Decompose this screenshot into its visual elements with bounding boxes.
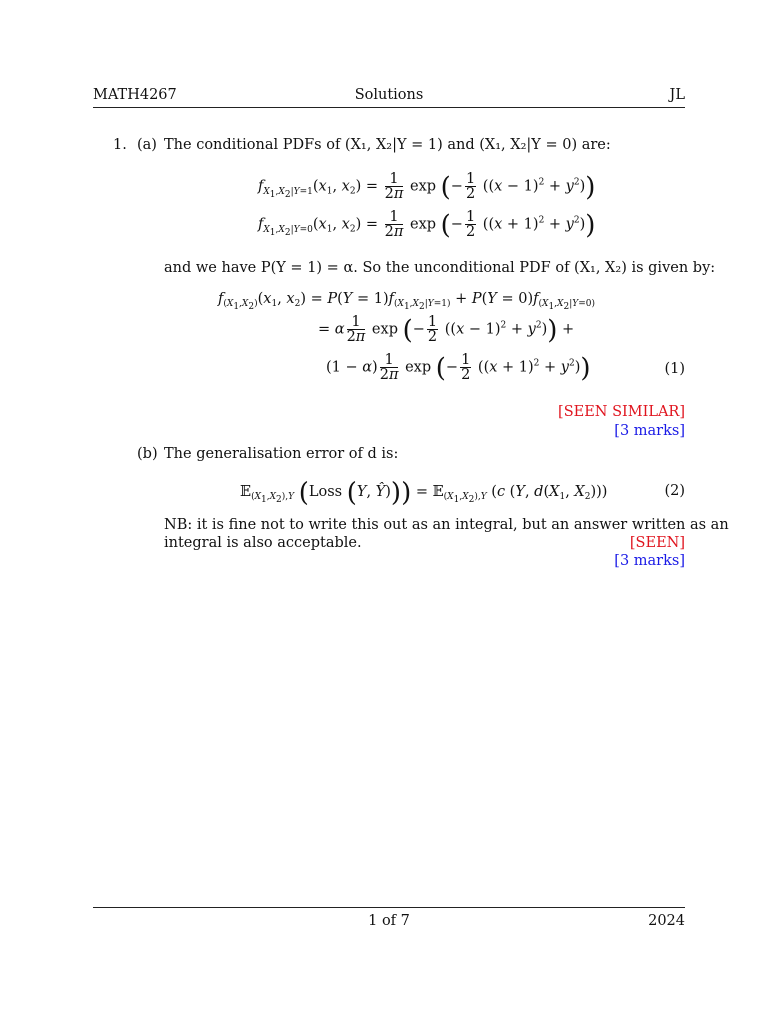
document-title: Solutions: [354, 87, 424, 103]
marks-part-b: [3 marks]: [614, 553, 685, 569]
part-a-intro: The conditional PDFs of (X₁, X₂|Y = 1) and (X₁, X₂|Y = 0) are:: [164, 137, 611, 153]
tag-seen-similar: [SEEN SIMILAR]: [558, 404, 685, 420]
equation-conditional-y0: $f_{X_1,X_2|Y=0}(x_1$, $x_2$) = $\frac{1}{2\pi}$ exp (− $\frac{1}{2}$ $((x + 1)^2 + y^2)$): [258, 209, 596, 241]
equation-number-2: (2): [664, 483, 685, 499]
tag-seen: [SEEN]: [629, 535, 685, 551]
part-b-note-line2: integral is also acceptable.: [164, 535, 362, 551]
equation-conditional-y1: $f_{X_1,X_2|Y=1}(x_1$, $x_2$) = $\frac{1}{2\pi}$ exp (− $\frac{1}{2}$ $((x - 1)^2 + y^2)$): [258, 171, 596, 203]
page-number: 1 of 7: [368, 913, 410, 929]
part-a-mid-text: and we have P(Y = 1) = α. So the unconditional PDF of (X₁, X₂) is given by:: [164, 260, 716, 276]
equation-unconditional-line3: (1 − α) $\frac{1}{2\pi}$ exp (− $\frac{1}{2}$ $((x + 1)^2 + y^2)$): [326, 352, 591, 384]
equation-number-1: (1): [664, 361, 685, 377]
part-b-label: (b): [137, 446, 158, 462]
part-b-note-line1: NB: it is fine not to write this out as an integral, but an answer written as an: [164, 517, 729, 533]
question-number: 1.: [113, 137, 127, 153]
course-code: MATH4267: [93, 87, 177, 103]
footer-year: 2024: [648, 913, 685, 929]
part-a-label: (a): [137, 137, 157, 153]
page-footer: [93, 907, 685, 930]
part-b-intro: The generalisation error of d is:: [164, 446, 399, 462]
equation-unconditional-line2: = α $\frac{1}{2\pi}$ exp (− $\frac{1}{2}$ $((x - 1)^2 + y^2)$) +: [318, 314, 575, 346]
author-initials: JL: [669, 87, 685, 103]
marks-part-a: [3 marks]: [614, 423, 685, 439]
equation-generalisation-error: 𝔼$_{(X_1,X_2),Y}$ (Loss (Y, Ŷ))) = 𝔼$_{(X_1,X_2),Y}$ (c (Y, $d(X_1$, $X_2$))): [240, 478, 608, 508]
equation-unconditional-line1: $f_{(X_1,X_2)}(x_1$, $x_2) = P(Y = 1)f_{(X_1,X_2|Y=1)} + P(Y = 0)f_{(X_1,X_2|Y=0)}$: [218, 291, 595, 312]
page-header: [93, 87, 685, 108]
